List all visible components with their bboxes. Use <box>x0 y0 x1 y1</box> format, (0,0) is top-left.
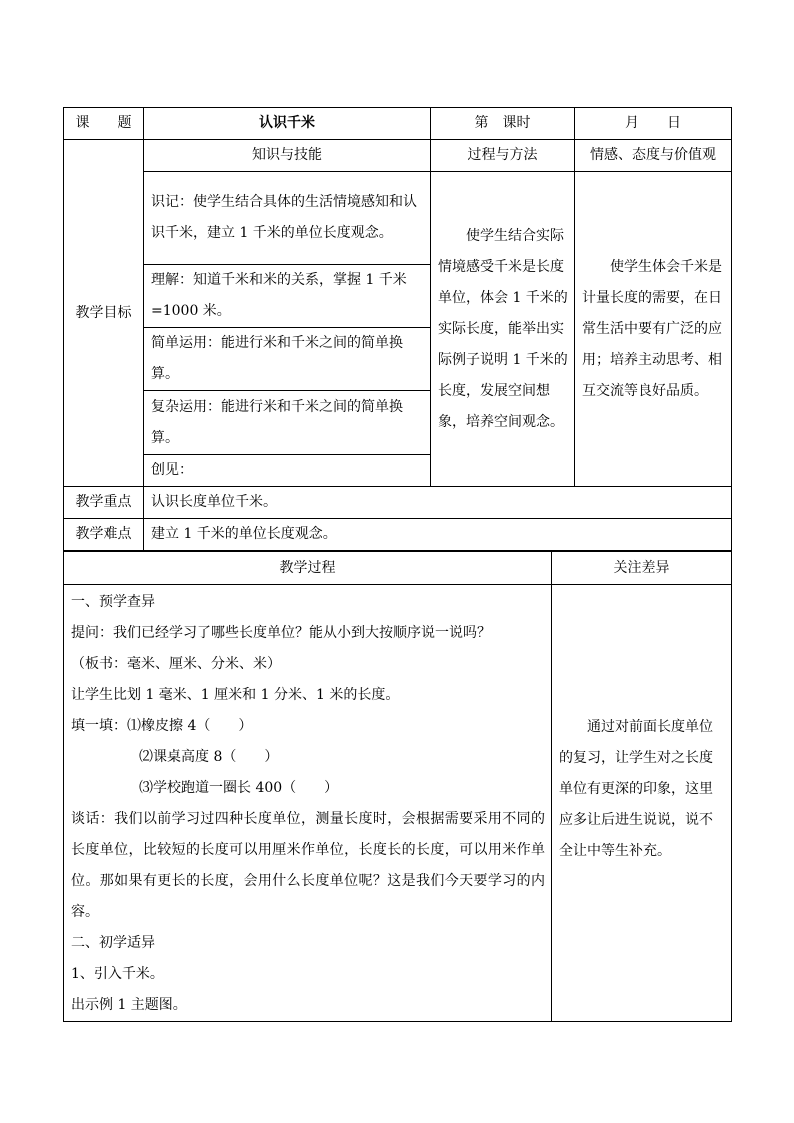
period-cell: 第 课时 <box>431 108 575 140</box>
topic-title: 认识千米 <box>144 108 431 140</box>
process-line-example: 出示例 1 主题图。 <box>71 997 187 1013</box>
process-line-fill1: 填一填：⑴橡皮擦 4（ ） <box>71 718 253 734</box>
process-line-gesture: 让学生比划 1 毫米、1 厘米和 1 分米、1 米的长度。 <box>71 687 400 703</box>
lesson-plan-table-top <box>63 107 732 551</box>
process-line-fill3: ⑶学校跑道一圈长 400（ ） <box>139 780 339 796</box>
difficulty-text: 建立 1 千米的单位长度观念。 <box>144 519 732 551</box>
process-line-talk: 谈话：我们以前学习过四种长度单位，测量长度时，会根据需要采用不同的长度单位，比较短的长度可以用厘米作单位，长度长的长度，可以用米作单位。那如果有更长的长度，会用什么长度单位呢？这是我们今天要学习的内容。 <box>71 811 545 920</box>
process-body <box>64 585 552 1022</box>
knowledge-header: 知识与技能 <box>144 140 431 172</box>
objectives-label: 教学目标 <box>64 140 144 487</box>
difficulty-label: 教学难点 <box>64 519 144 551</box>
key-point-label: 教学重点 <box>64 487 144 519</box>
process-line-board: （板书：毫米、厘米、分米、米） <box>71 656 281 672</box>
date-cell: 月 日 <box>575 108 732 140</box>
focus-text: 通过对前面长度单位的复习，让学生对之长度单位有更深的印象，这里应多让后进生说说，说不全让中等生补充。 <box>552 585 732 1022</box>
process-line-fill2: ⑵课桌高度 8（ ） <box>139 749 279 765</box>
knowledge-item-understand: 理解：知道千米和米的关系，掌握 1 千米=1000 米。 <box>144 265 431 328</box>
knowledge-item-simple: 简单运用：能进行米和千米之间的简单换算。 <box>144 328 431 391</box>
topic-label: 课 题 <box>64 108 144 140</box>
process-section-header: 教学过程 <box>64 552 552 585</box>
knowledge-item-complex: 复杂运用：能进行米和千米之间的简单换算。 <box>144 391 431 455</box>
teaching-process-table <box>63 551 732 1022</box>
knowledge-item-insight: 创见： <box>144 455 431 487</box>
knowledge-item-recall: 识记：使学生结合具体的生活情境感知和认识千米，建立 1 千米的单位长度观念。 <box>144 172 431 265</box>
process-line-intro: 1、引入千米。 <box>71 966 164 982</box>
emotion-text: 使学生体会千米是计量长度的需要，在日常生活中要有广泛的应用；培养主动思考、相互交流等良好品质。 <box>575 172 732 487</box>
process-line-section2: 二、初学适异 <box>71 935 155 951</box>
process-method-text: 使学生结合实际情境感受千米是长度单位，体会 1 千米的实际长度，能举出实际例子说明 1 千米的长度，发展空间想象，培养空间观念。 <box>431 172 575 487</box>
key-point-text: 认识长度单位千米。 <box>144 487 732 519</box>
emotion-header: 情感、态度与价值观 <box>575 140 732 172</box>
process-header: 过程与方法 <box>431 140 575 172</box>
process-line-section1: 一、预学查异 <box>71 594 155 610</box>
focus-section-header: 关注差异 <box>552 552 732 585</box>
process-line-question: 提问：我们已经学习了哪些长度单位？能从小到大按顺序说一说吗？ <box>71 625 491 641</box>
